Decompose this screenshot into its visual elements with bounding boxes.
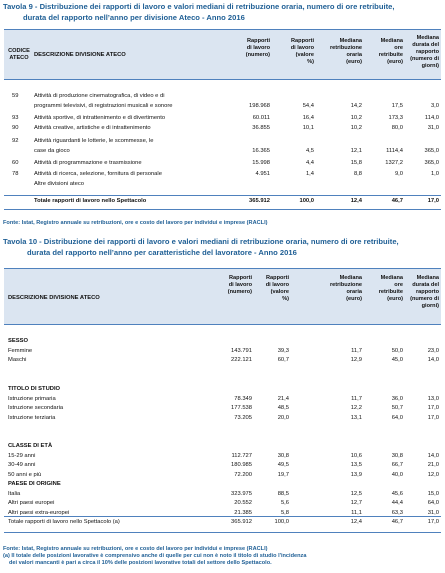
t10-row-value: 40,0 (391, 471, 403, 478)
t10-total-value: 100,0 (274, 519, 289, 525)
t10-row-desc: Istruzione secondaria (8, 405, 64, 411)
t9-row (4, 147, 441, 156)
t10-row-value: 23,0 (427, 347, 439, 354)
table9-title-line2: durata del rapporto nell’anno per divisione Ateco - Anno 2016 (23, 13, 245, 22)
t9-row (4, 92, 441, 101)
table10-note-line2: dei valori mancanti è pari a circa il 10% delle posizioni lavorative totali del settore dello Spettacolo. (9, 560, 272, 566)
t9-row-value: 54,4 (302, 103, 314, 109)
t9-row-desc: Attività riguardanti le lotterie, le scommesse, le (34, 138, 154, 144)
t10-header-col4: Mediana ore retribuite (euro) (378, 275, 403, 302)
t10-header-col1: Rapporti di lavoro (numero) (227, 275, 252, 295)
t10-row-value: 20.552 (234, 500, 252, 506)
t9-row-code: 92 (12, 138, 19, 144)
t10-row-value: 64,0 (427, 500, 439, 506)
t10-row-value: 13,9 (350, 471, 362, 478)
t9-row-value: 10,2 (350, 125, 362, 131)
t10-row-value: 13,0 (427, 395, 439, 402)
t10-row (4, 461, 441, 470)
t9-row-value: 4.951 (255, 171, 270, 177)
t10-row-value: 13,1 (350, 414, 362, 421)
t10-section-name: TITOLO DI STUDIO (8, 386, 61, 392)
t10-row-value: 36,0 (391, 395, 403, 402)
t10-row-value: 5,8 (280, 509, 289, 516)
t9-row-desc: Attività di programmazione e trasmissione (34, 160, 142, 166)
t10-row-value: 5,6 (280, 500, 289, 506)
t10-row-value: 50,0 (391, 347, 403, 354)
t9-row-desc: programmi televisivi, di registrazioni musicali e sonore (34, 103, 173, 109)
t9-header-col2: Rapporti di lavoro (valore %) (290, 38, 314, 65)
t9-row-value: 17,5 (391, 103, 403, 109)
table10-title-line1: Tavola 10 - Distribuzione dei rapporti di lavoro e valori mediani di retribuzione oraria, numero di ore retribuite, (3, 237, 399, 246)
t9-row-value: 60.011 (252, 115, 270, 121)
t9-header-col4: Mediana ore retribuite (euro) (378, 38, 403, 65)
t10-header-desc: DESCRIZIONE DIVISIONE ATECO (8, 295, 100, 301)
t10-row-desc: Italia (8, 490, 21, 497)
t10-header-col3: Mediana retribuzione oraria (euro) (329, 275, 362, 302)
t10-row-value: 21.385 (234, 509, 252, 516)
t9-row-value: 365,0 (424, 148, 439, 154)
t9-row-value: 14,2 (350, 103, 362, 109)
t9-header-col1: Rapporti di lavoro (numero) (245, 38, 270, 58)
table9 (4, 29, 441, 218)
t9-row (4, 170, 441, 179)
table9-bottom-border (4, 209, 441, 210)
t10-row (4, 452, 441, 461)
t10-row-value: 11,1 (351, 509, 362, 516)
t9-row-value: 4,5 (305, 148, 314, 154)
table10-bottom-border (4, 532, 441, 533)
t10-section-name: SESSO (8, 338, 28, 344)
t10-row-desc: Istruzione primaria (8, 395, 56, 402)
t10-row-desc: Maschi (8, 357, 27, 363)
t10-row-value: 14,0 (427, 452, 439, 459)
table9-header (4, 29, 441, 80)
t10-row (4, 490, 441, 499)
t9-header-col3: Mediana retribuzione oraria (euro) (329, 38, 362, 65)
t9-row-value: 4,4 (305, 160, 314, 166)
t10-row-value: 112.727 (231, 452, 252, 459)
table10 (4, 268, 441, 544)
table9-title-line1: Tavola 9 - Distribuzione dei rapporti di lavoro e valori mediani di retribuzione oraria, numero di ore retribuite, (3, 2, 395, 11)
t9-row-value: 198.968 (249, 103, 270, 109)
t9-row-desc: Attività di ricerca, selezione, fornitura di personale (34, 171, 162, 177)
t10-row-value: 14,0 (427, 357, 439, 363)
t10-row-value: 44,4 (391, 500, 403, 506)
t10-total-value: 46,7 (391, 519, 403, 525)
t10-row-value: 50,7 (391, 405, 403, 411)
t10-row-value: 12,5 (350, 490, 362, 497)
t10-row-value: 88,5 (277, 490, 289, 497)
t9-row-value: 31,0 (427, 125, 439, 131)
table10-source: Fonte: Istat, Registro annuale su retribuzioni, ore e costo del lavoro per individui e imprese (RACLI) (3, 546, 268, 552)
t9-row-desc: Altre divisioni ateco (34, 181, 84, 187)
t9-row-value: 9,0 (394, 171, 403, 177)
t10-row-desc: 30-49 anni (8, 462, 36, 468)
t9-row-value: 365,0 (424, 160, 439, 166)
t10-row (4, 404, 441, 413)
t10-row-desc: 50 anni e più (8, 471, 42, 478)
t9-total-value: 17,0 (427, 198, 439, 204)
t10-row-desc: 15-29 anni (8, 452, 36, 459)
t9-header-code: ATECO (9, 55, 29, 61)
t10-row-value: 66,7 (391, 462, 403, 468)
t10-row-value: 21,0 (427, 462, 439, 468)
t9-total-value: 100,0 (299, 198, 314, 204)
t10-row-value: 15,0 (427, 490, 439, 497)
t10-total-value: 12,4 (350, 519, 362, 525)
t9-row-value: 8,8 (353, 171, 362, 177)
t10-row-value: 143.791 (231, 347, 252, 354)
t9-row-desc: case da gioco (34, 148, 70, 154)
t10-row-value: 72.200 (234, 471, 252, 478)
t9-row (4, 102, 441, 111)
t10-row-value: 60,7 (277, 357, 289, 363)
t9-row-value: 1327,2 (385, 160, 403, 166)
t10-row-value: 323.975 (231, 490, 252, 497)
t10-row-value: 12,9 (350, 357, 362, 363)
t9-header-col5: Mediana durata del rapporto (numero di giorni) (410, 35, 439, 69)
t9-row-value: 3,0 (430, 103, 439, 109)
t10-row (4, 499, 441, 508)
t9-row-code: 59 (12, 93, 19, 99)
t9-row-value: 10,1 (302, 125, 314, 131)
t9-row-value: 36.855 (252, 125, 270, 131)
t10-row-value: 11,7 (351, 347, 362, 354)
t9-row-code: 60 (12, 160, 19, 166)
t9-row (4, 159, 441, 168)
t9-row-value: 1114,4 (386, 148, 403, 154)
t10-row-value: 20,0 (277, 414, 289, 421)
t9-row-desc: Attività creative, artistiche e di intrattenimento (34, 125, 151, 131)
t10-header-col2: Rapporti di lavoro (valore %) (265, 275, 289, 302)
t9-row-value: 16,4 (302, 115, 314, 121)
t9-row-value: 16.365 (252, 148, 270, 154)
t10-row-value: 63,3 (391, 509, 403, 516)
t10-row (4, 347, 441, 356)
t10-row-desc: Altri paesi extra-europei (8, 509, 70, 516)
t9-header-code: CODICE (8, 48, 30, 54)
table10-header (4, 268, 441, 325)
t10-row-desc: Femmine (8, 347, 33, 354)
t9-row-value: 15,8 (350, 160, 362, 166)
t10-row-value: 19,7 (277, 471, 289, 478)
t10-row-value: 39,3 (277, 347, 289, 354)
t9-row-value: 12,1 (350, 148, 362, 154)
t10-row-value: 180.985 (231, 462, 252, 468)
t10-row-value: 45,6 (391, 490, 403, 497)
t9-row-code: 93 (12, 115, 19, 121)
t9-row-value: 1,0 (430, 171, 439, 177)
table9-source: Fonte: Istat, Registro annuale su retribuzioni, ore e costo del lavoro per individui e imprese (RACLI) (3, 220, 268, 226)
t10-section-header (4, 480, 441, 489)
t10-row-value: 13,5 (350, 462, 362, 468)
t9-row (4, 114, 441, 123)
t10-total-desc: Totale rapporti di lavoro nello Spettacolo (a) (8, 519, 120, 525)
t10-row-value: 12,2 (350, 405, 362, 411)
t9-row (4, 124, 441, 133)
t10-row-value: 30,8 (391, 452, 403, 459)
t9-total-value: 365.912 (249, 198, 270, 204)
t10-section-header (4, 337, 441, 346)
t10-row-value: 10,6 (350, 452, 362, 459)
t9-total-value: 12,4 (350, 198, 362, 204)
table9-total-row (4, 197, 441, 206)
t10-row-value: 64,0 (391, 414, 403, 421)
t9-row-value: 80,0 (391, 125, 403, 131)
t10-row-value: 222.121 (231, 357, 252, 363)
table10-title-line2: durata del rapporto nell’anno per caratteristiche del lavoratore - Anno 2016 (27, 248, 297, 257)
t9-row-desc: Attività sportive, di intrattenimento e di divertimento (34, 115, 166, 121)
t10-row-value: 31,0 (427, 509, 439, 516)
t9-row-desc: Attività di produzione cinematografica, di video e di (34, 93, 165, 99)
t9-row-code: 78 (12, 171, 19, 177)
table10-total-row (4, 518, 441, 527)
t10-row-value: 73.205 (234, 414, 252, 421)
t9-row (4, 180, 441, 189)
t10-total-value: 365.912 (231, 519, 252, 525)
t10-row (4, 471, 441, 480)
t10-row-value: 30,8 (277, 452, 289, 459)
t9-header-desc: DESCRIZIONE DIVISIONE ATECO (34, 52, 126, 58)
t10-header-col5: Mediana durata del rapporto (numero di giorni) (410, 275, 439, 309)
t10-section-name: PAESE DI ORIGINE (8, 481, 61, 487)
t9-row-value: 173,3 (388, 115, 403, 121)
t10-row-value: 12,0 (427, 471, 439, 478)
t10-row-value: 17,0 (427, 405, 439, 411)
t9-row-value: 114,0 (424, 115, 439, 121)
t10-row-value: 11,7 (351, 395, 362, 402)
t10-row-value: 17,0 (427, 414, 439, 421)
t10-row-value: 48,5 (277, 405, 289, 411)
t10-row-value: 78.349 (234, 395, 252, 402)
t10-row-desc: Altri paesi europei (8, 500, 55, 506)
t9-row-value: 1,4 (305, 171, 314, 177)
t10-row-value: 177.538 (231, 405, 252, 411)
t9-row-value: 10,2 (350, 115, 362, 121)
t10-row (4, 414, 441, 423)
table10-note-line1: (a) Il totale delle posizioni lavorative è comprensivo anche di quelle per cui non è noto il titolo di studio l'incidenza (3, 553, 307, 559)
t9-row-code: 90 (12, 125, 19, 131)
table9-total-separator (4, 195, 441, 196)
t10-total-value: 17,0 (427, 519, 439, 525)
t10-row-value: 12,7 (350, 500, 362, 506)
t9-total-value: 46,7 (391, 198, 403, 204)
t10-row-value: 45,0 (391, 357, 403, 363)
t10-section-header (4, 385, 441, 394)
t10-row-value: 21,4 (277, 395, 289, 402)
t10-row (4, 395, 441, 404)
t9-total-desc: Totale rapporti di lavoro nello Spettacolo (34, 198, 147, 204)
t10-section-name: CLASSE DI ETÀ (8, 443, 53, 449)
t10-row (4, 356, 441, 365)
t10-row-desc: Istruzione terziaria (8, 414, 56, 421)
table10-total-separator (4, 516, 441, 517)
t10-section-header (4, 442, 441, 451)
t9-row-value: 15.998 (252, 160, 270, 166)
t9-row (4, 137, 441, 146)
t10-row-value: 49,5 (277, 462, 289, 468)
